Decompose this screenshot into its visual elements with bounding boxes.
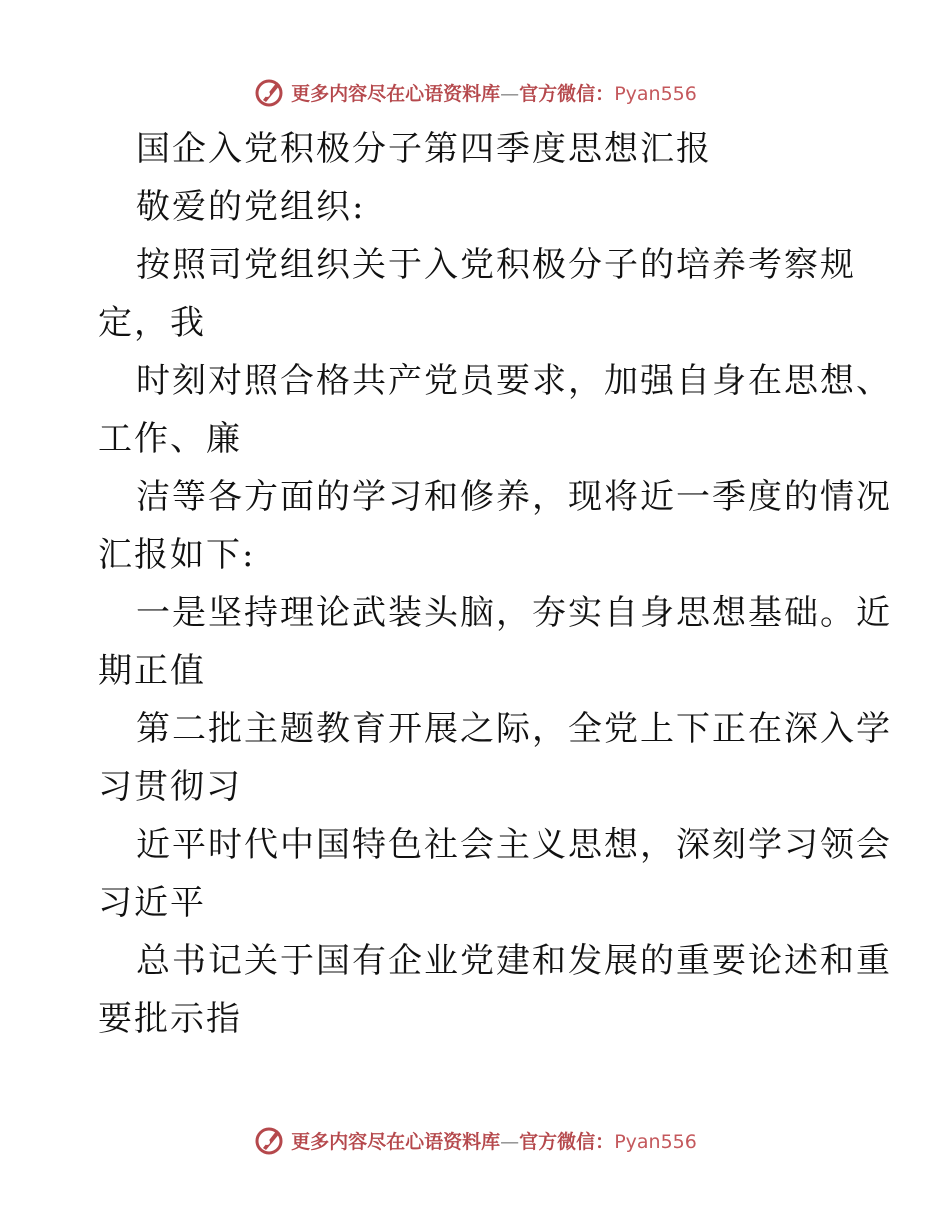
paragraph-line: 要批示指 [98, 999, 242, 1039]
footer-watermark [0, 1120, 950, 1160]
salutation: 敬爱的党组织: [136, 187, 366, 227]
document-body [98, 120, 892, 1048]
paragraph-line: 第二批主题教育开展之际，全党上下正在深入学 [136, 709, 892, 749]
paragraph-line: 期正值 [98, 651, 206, 691]
paragraph-line: 工作、廉 [98, 419, 242, 459]
watermark-site-text: 更多内容尽在心语资料库 [291, 82, 501, 105]
watermark-wechat-label: 官方微信： [519, 1130, 615, 1153]
watermark-wechat-label: 官方微信： [519, 82, 615, 105]
quill-pen-logo-icon [253, 76, 285, 108]
paragraph-line: 总书记关于国有企业党建和发展的重要论述和重 [136, 941, 892, 981]
paragraph-line: 定，我 [98, 303, 206, 343]
watermark-text [291, 79, 697, 106]
paragraph-line: 近平时代中国特色社会主义思想，深刻学习领会 [136, 825, 892, 865]
paragraph-line: 汇报如下: [98, 535, 256, 575]
paragraph-line: 习贯彻习 [98, 767, 242, 807]
quill-pen-logo-icon [253, 1124, 285, 1156]
document-title: 国企入党积极分子第四季度思想汇报 [136, 129, 712, 169]
watermark-separator: — [500, 82, 520, 105]
watermark-site-text: 更多内容尽在心语资料库 [291, 1130, 501, 1153]
paragraph-line: 洁等各方面的学习和修养，现将近一季度的情况 [136, 477, 892, 517]
watermark-wechat-id: Pyan556 [614, 82, 697, 105]
paragraph-line: 习近平 [98, 883, 206, 923]
paragraph-line: 一是坚持理论武装头脑，夯实自身思想基础。近 [136, 593, 892, 633]
watermark-text [291, 1127, 697, 1154]
paragraph-line: 时刻对照合格共产党员要求，加强自身在思想、 [136, 361, 892, 401]
watermark-separator: — [500, 1130, 520, 1153]
paragraph-line: 按照司党组织关于入党积极分子的培养考察规 [136, 245, 856, 285]
header-watermark [0, 72, 950, 112]
watermark-wechat-id: Pyan556 [614, 1130, 697, 1153]
